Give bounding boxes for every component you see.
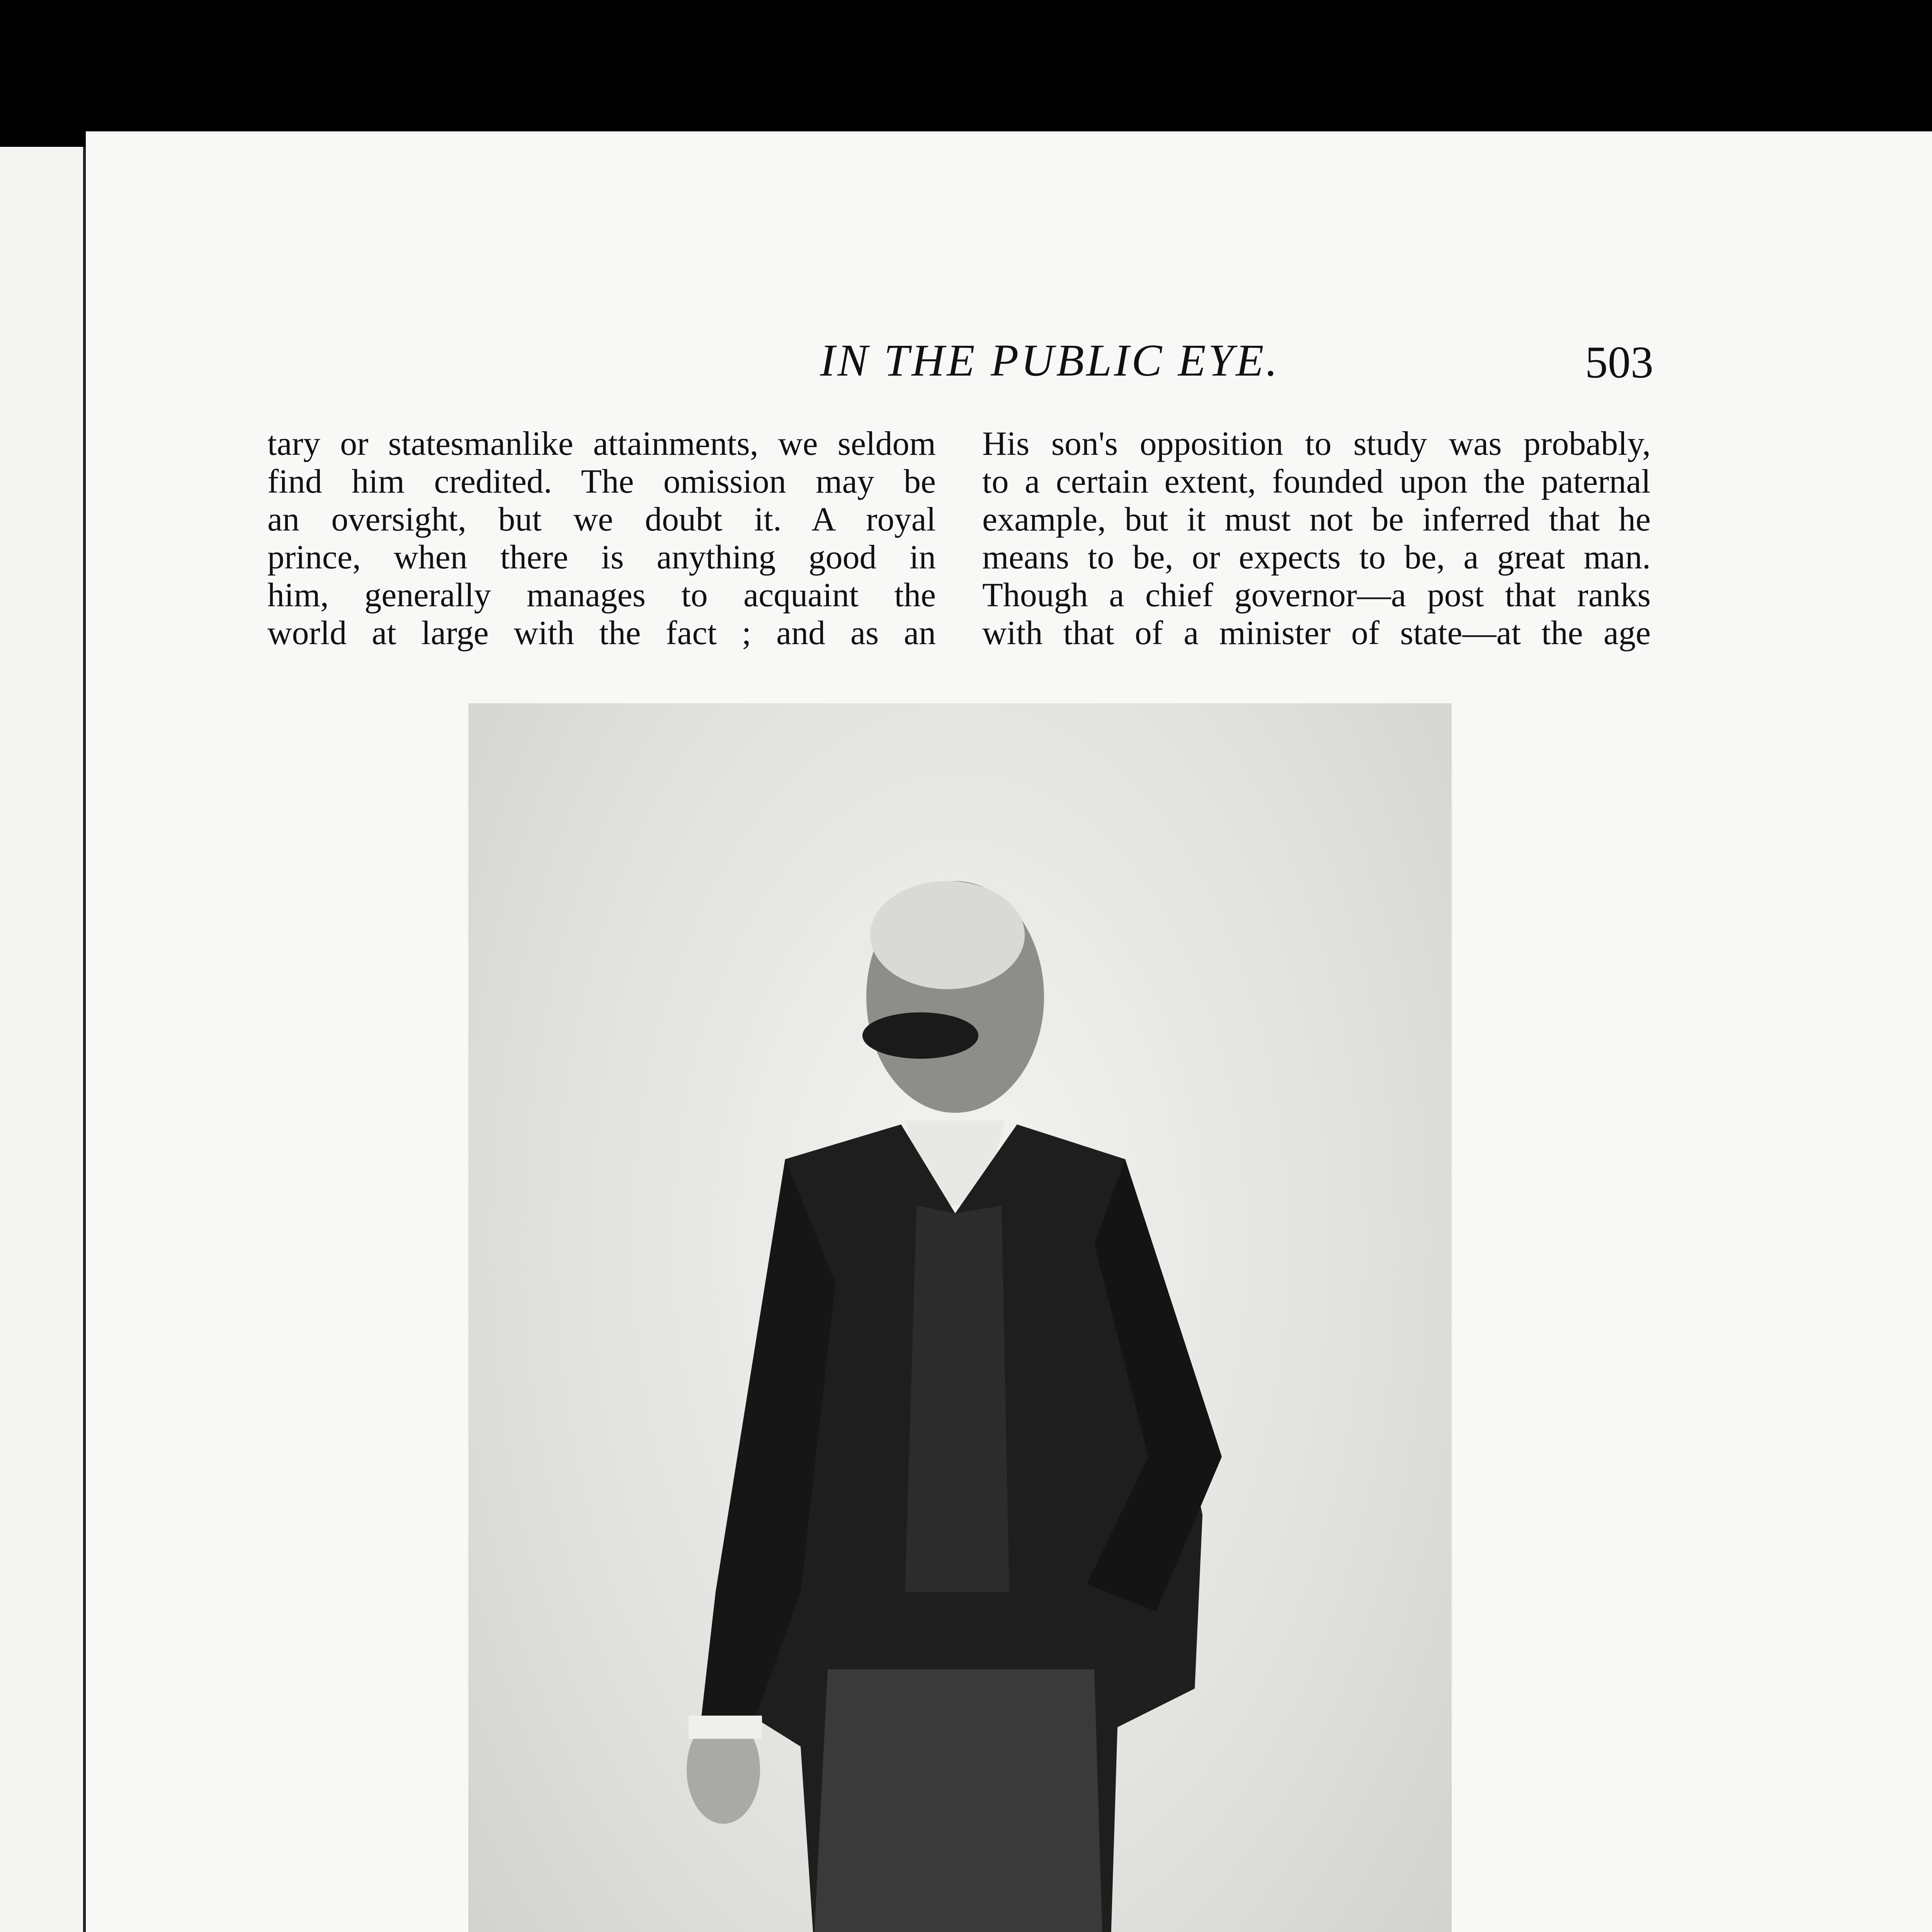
text-line: with that of a minister of state—at the age bbox=[982, 614, 1651, 652]
text-line: world at large with the fact ; and as an bbox=[267, 614, 936, 652]
text-line: Though a chief governor—a post that ranks bbox=[982, 577, 1651, 614]
text-line: tary or statesmanlike attainments, we seldom bbox=[267, 425, 936, 463]
text-line: find him credited. The omission may be bbox=[267, 463, 936, 500]
text-line: means to be, or expects to be, a great man. bbox=[982, 539, 1651, 576]
text-line: prince, when there is anything good in bbox=[267, 539, 936, 576]
top-left-column bbox=[267, 425, 936, 652]
portrait-figure-illustration bbox=[468, 703, 1452, 1932]
facing-page-edge bbox=[0, 147, 85, 1932]
text-line: to a certain extent, founded upon the paternal bbox=[982, 463, 1651, 500]
text-line: an oversight, but we doubt it. A royal bbox=[267, 501, 936, 538]
top-right-column bbox=[982, 425, 1651, 652]
magazine-page bbox=[86, 131, 1932, 1932]
text-line: His son's opposition to study was probably, bbox=[982, 425, 1651, 463]
text-line: example, but it must not be inferred that he bbox=[982, 501, 1651, 538]
text-line: him, generally manages to acquaint the bbox=[267, 577, 936, 614]
portrait-photograph bbox=[468, 703, 1452, 1932]
running-head: IN THE PUBLIC EYE. bbox=[820, 335, 1280, 386]
page-number: 503 bbox=[1585, 337, 1653, 388]
